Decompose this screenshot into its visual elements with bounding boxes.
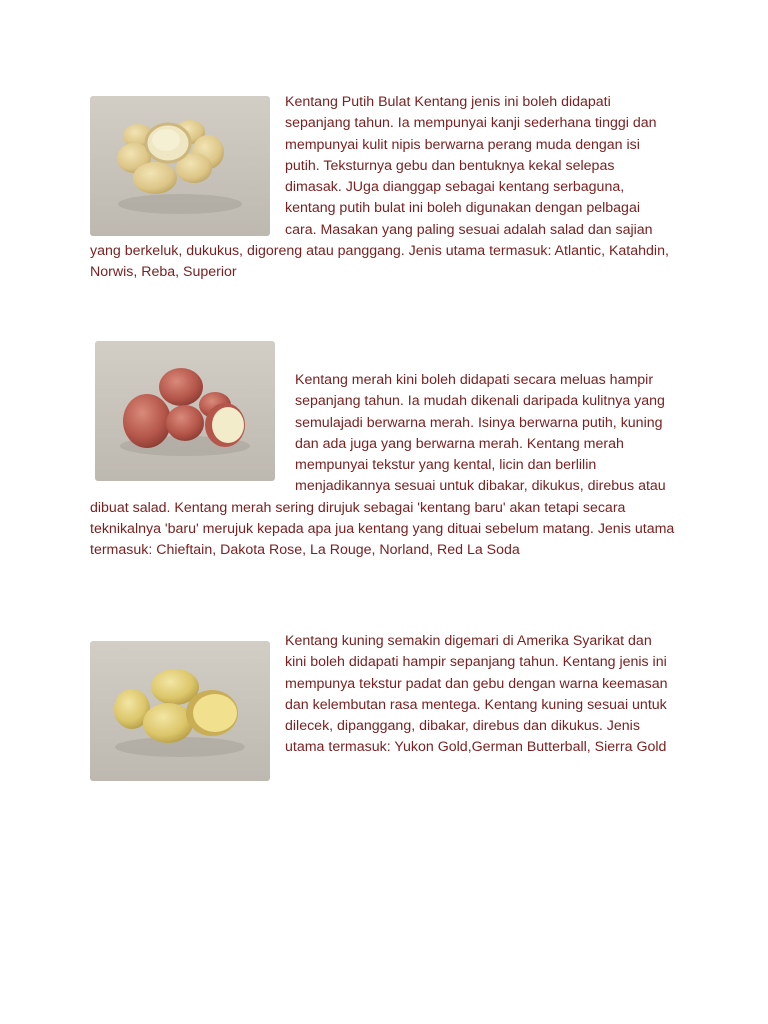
yellow-potato-description: Kentang kuning semakin digemari di Amerika Syarikat dan kini boleh didapati hampir sepanjang tahun. Kentang jenis ini mempunya tekstur padat dan gebu dengan warna keemasan dan kelembutan rasa mentega. Kentang kuning sesuai untuk dilecek, dipanggang, dibakar, direbus dan dikukus. Jenis utama termasuk: Yukon Gold,German Butterball, Sierra Gold	[285, 633, 668, 756]
white-potatoes-photo	[90, 96, 270, 236]
yellow-potatoes-photo	[90, 641, 270, 781]
red-potatoes-illustration	[95, 341, 275, 481]
white-potato-description: Kentang Putih Bulat Kentang jenis ini boleh didapati sepanjang tahun. Ia mempunyai kanji sederhana tinggi dan mempunyai kulit nipis berwarna perang muda dengan isi putih. Teksturnya gebu dan bentuknya kekal selepas dimasak. JUga dianggap sebagai kentang serbaguna, kentang putih bulat ini boleh digunakan dengan pelbagai cara. Masakan yang paling sesuai adalah salad dan sajian yang berkeluk, dukukus, digoreng atau panggang. Jenis utama termasuk: Atlantic, Katahdin, Norwis, Reba, Superior	[90, 94, 669, 281]
red-potato-section	[90, 370, 675, 562]
white-potatoes-illustration	[90, 96, 270, 236]
red-potatoes-photo	[95, 341, 275, 481]
white-potato-section	[90, 92, 675, 284]
yellow-potato-section	[90, 631, 675, 785]
yellow-potatoes-illustration	[90, 641, 270, 781]
red-potato-description: Kentang merah kini boleh didapati secara meluas hampir sepanjang tahun. Ia mudah dikenali daripada kulitnya yang semulajadi berwarna merah. Isinya berwarna putih, kuning dan ada juga yang berwarna merah. Kentang merah mempunyai tekstur yang kental, licin dan berlilin menjadikannya sesuai untuk dibakar, dikukus, direbus atau dibuat salad. Kentang merah sering dirujuk sebagai 'kentang baru' akan tetapi secara teknikalnya 'baru' merujuk kepada apa jua kentang yang dituai sebelum matang. Jenis utama termasuk: Chieftain, Dakota Rose, La Rouge, Norland, Red La Soda	[90, 372, 675, 559]
